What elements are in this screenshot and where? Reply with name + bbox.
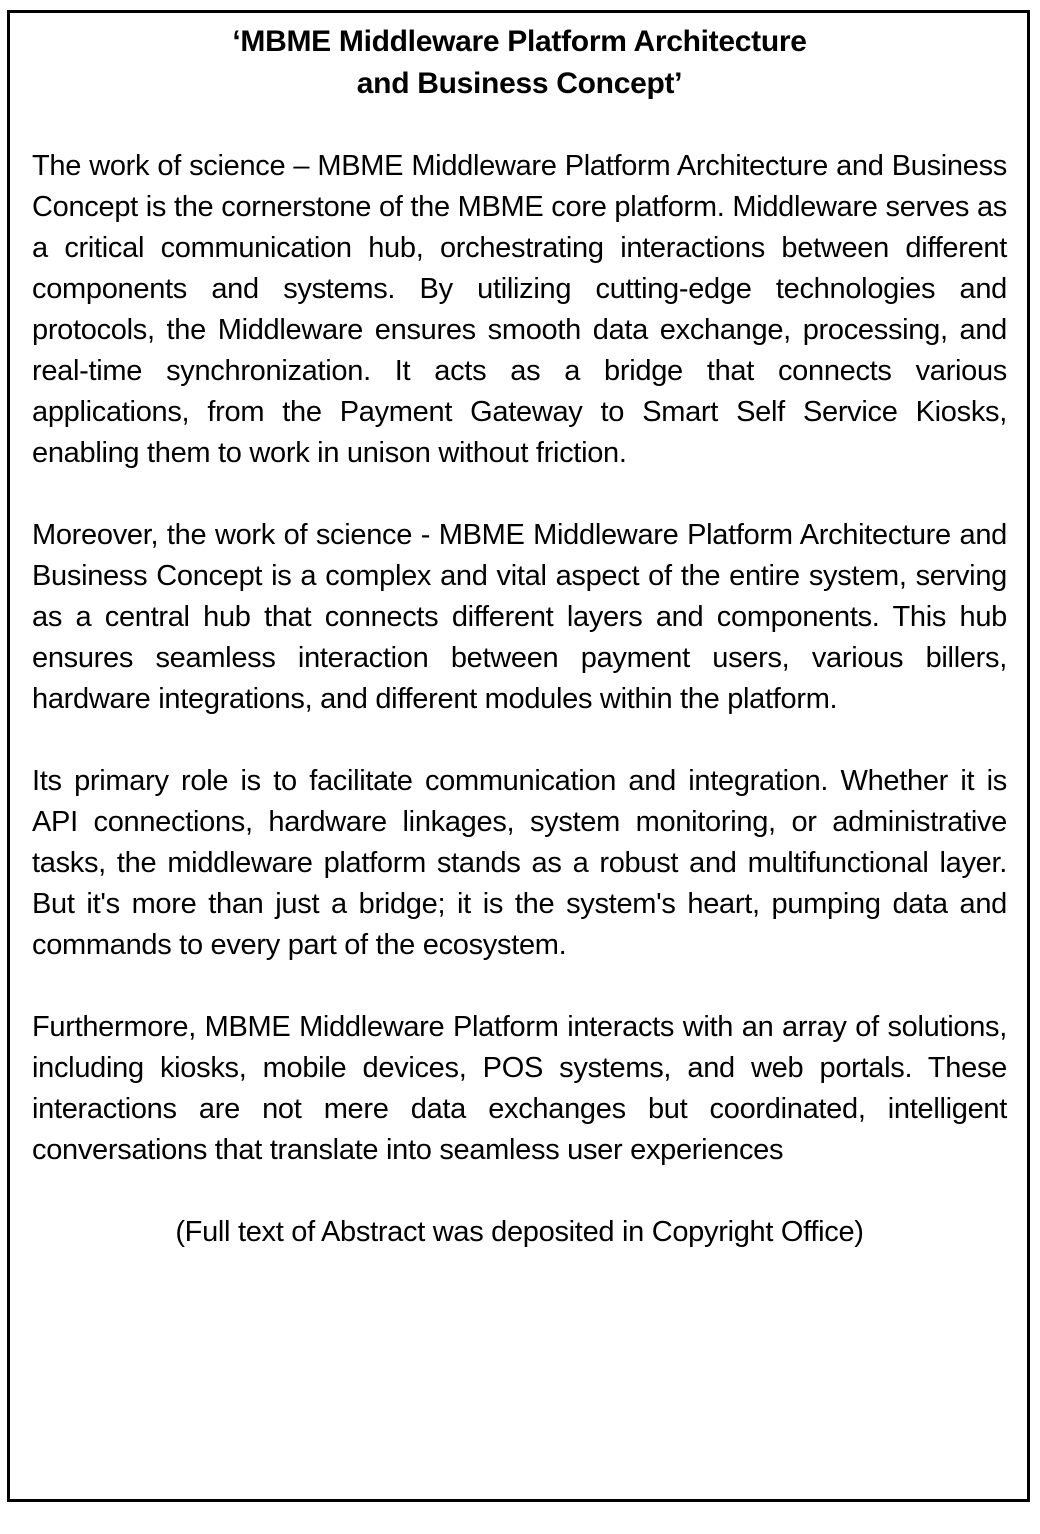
abstract-paragraph-2: Moreover, the work of science - MBME Middleware Platform Architecture and Business Concept is a complex and vital aspect of the entire system, serving as a central hub that connects different layers and components. This hub ensures seamless interaction between payment users, various billers, hardware integrations, and different modules within the platform. — [32, 519, 1007, 715]
document-page-border — [7, 10, 1030, 1502]
footer-copyright-note: (Full text of Abstract was deposited in Copyright Office) — [175, 1216, 864, 1248]
abstract-paragraph-1: The work of science – MBME Middleware Platform Architecture and Business Concept is the cornerstone of the MBME core platform. Middleware serves as a critical communication hub, orchestrating interactions between different components and systems. By utilizing cutting-edge technologies and protocols, the Middleware ensures smooth data exchange, processing, and real-time synchronization. It acts as a bridge that connects various applications, from the Payment Gateway to Smart Self Service Kiosks, enabling them to work in unison without friction. — [32, 150, 1007, 469]
document-title-line-1: ‘MBME Middleware Platform Architecture — [232, 25, 807, 58]
abstract-paragraph-3: Its primary role is to facilitate communication and integration. Whether it is API connections, hardware linkages, system monitoring, or administrative tasks, the middleware platform stands as a robust and multifunctional layer. But it's more than just a bridge; it is the system's heart, pumping data and commands to every part of the ecosystem. — [32, 765, 1007, 961]
document-title-line-2: and Business Concept’ — [356, 67, 683, 100]
abstract-paragraph-4: Furthermore, MBME Middleware Platform interacts with an array of solutions, including kiosks, mobile devices, POS systems, and web portals. These interactions are not mere data exchanges but coordinated, intelligent conversations that translate into seamless user experiences — [32, 1011, 1007, 1166]
document-title — [32, 21, 1007, 105]
